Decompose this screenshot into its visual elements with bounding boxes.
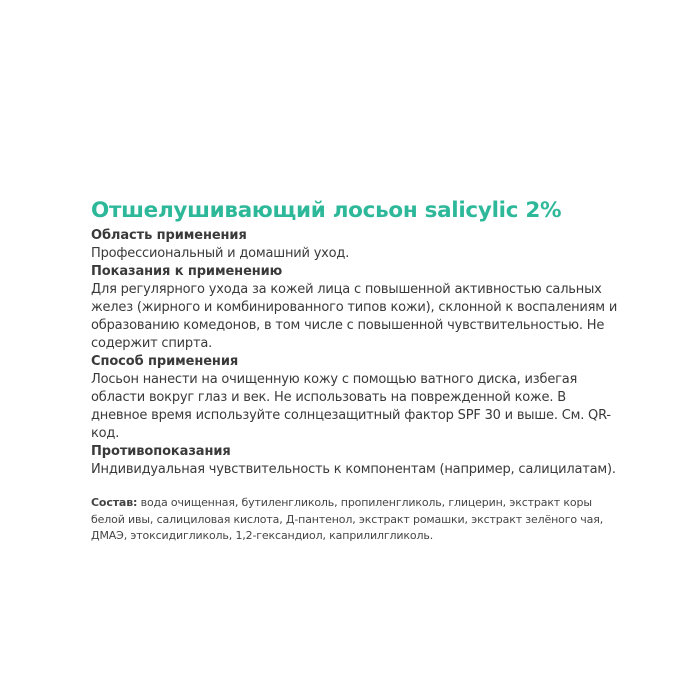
contraindications-heading: Противопоказания — [91, 444, 231, 459]
section-contraindications — [91, 443, 621, 479]
indications-heading: Показания к применению — [91, 264, 283, 279]
composition-text: вода очищенная, бутиленгликоль, пропиленгликоль, глицерин, экстракт коры белой ивы, салициловая кислота, Д-пантенол, экстракт ромашки, экстракт зелёного чая, ДМАЭ, этоксидигликоль, 1,2-гександиол, каприлилгликоль. — [91, 496, 604, 542]
contraindications-text: Индивидуальная чувствительность к компонентам (например, салицилатам). — [91, 462, 616, 477]
usage-text: Лосьон нанести на очищенную кожу с помощью ватного диска, избегая области вокруг глаз и век. Не использовать на поврежденной коже. В дневное время используйте солнцезащитный фактор SPF 30 и выше. См. QR-код. — [91, 372, 611, 441]
product-title: Отшелушивающий лосьон salicylic 2% — [91, 198, 562, 223]
composition — [91, 495, 621, 545]
area-heading: Область применения — [91, 228, 247, 243]
area-text: Профессиональный и домашний уход. — [91, 246, 350, 261]
section-indications — [91, 263, 621, 353]
product-info-card — [91, 196, 621, 545]
composition-label: Состав: — [91, 496, 138, 509]
usage-heading: Способ применения — [91, 354, 239, 369]
section-usage — [91, 353, 621, 443]
indications-text: Для регулярного ухода за кожей лица с повышенной активностью сальных желез (жирного и комбинированного типов кожи), склонной к воспалениям и образованию комедонов, в том числе с повышенной чувствительностью. Не содержит спирта. — [91, 282, 618, 351]
section-area — [91, 227, 621, 263]
